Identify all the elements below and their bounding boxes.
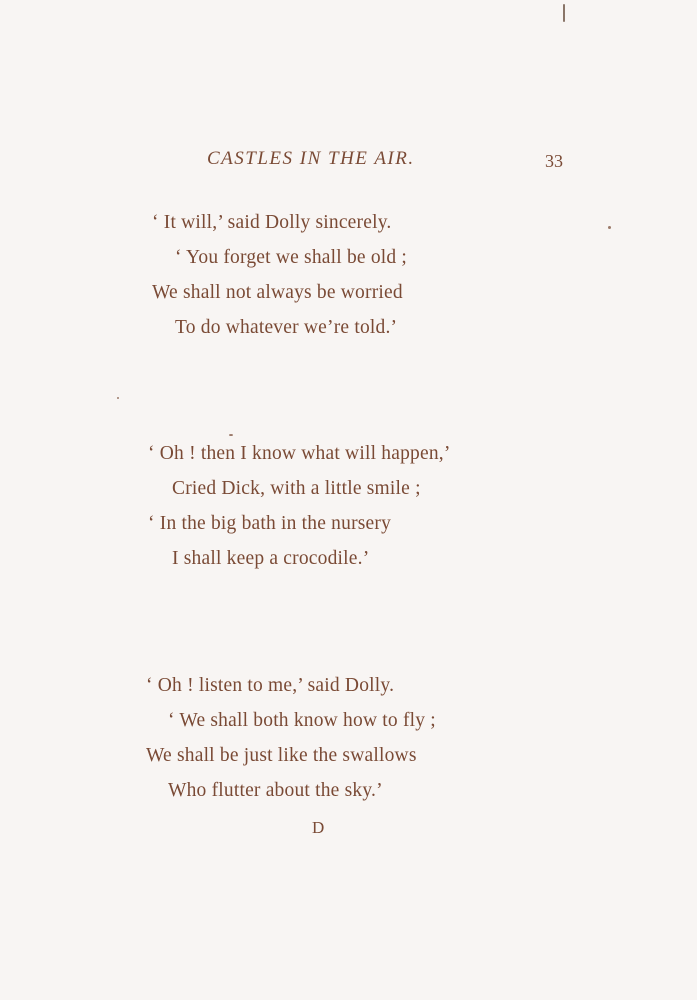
signature-mark: D <box>312 818 325 837</box>
poem-line: ‘ Oh ! then I know what will happen,’ <box>148 443 451 464</box>
poem-line: ‘ You forget we shall be old ; <box>175 247 408 268</box>
poem-line: ‘ It will,’ said Dolly sincerely. <box>152 212 392 233</box>
poem-line: ‘ We shall both know how to fly ; <box>168 710 436 731</box>
poem-line: I shall keep a crocodile.’ <box>172 548 370 569</box>
running-title: CASTLES IN THE AIR. <box>207 148 415 169</box>
paper-speck <box>229 434 233 436</box>
paper-mark <box>563 4 565 22</box>
poem-line: ‘ Oh ! listen to me,’ said Dolly. <box>146 675 395 696</box>
poem-line: We shall not always be worried <box>152 282 403 303</box>
poem-line: Who flutter about the sky.’ <box>168 780 383 801</box>
page-number: 33 <box>545 151 563 171</box>
poem-line: ‘ In the big bath in the nursery <box>148 513 392 534</box>
paper-speck <box>608 226 611 229</box>
poem-line: Cried Dick, with a little smile ; <box>172 478 421 499</box>
paper-speck <box>117 397 119 399</box>
poem-line: We shall be just like the swallows <box>146 745 417 766</box>
poem-line: To do whatever we’re told.’ <box>175 317 398 338</box>
